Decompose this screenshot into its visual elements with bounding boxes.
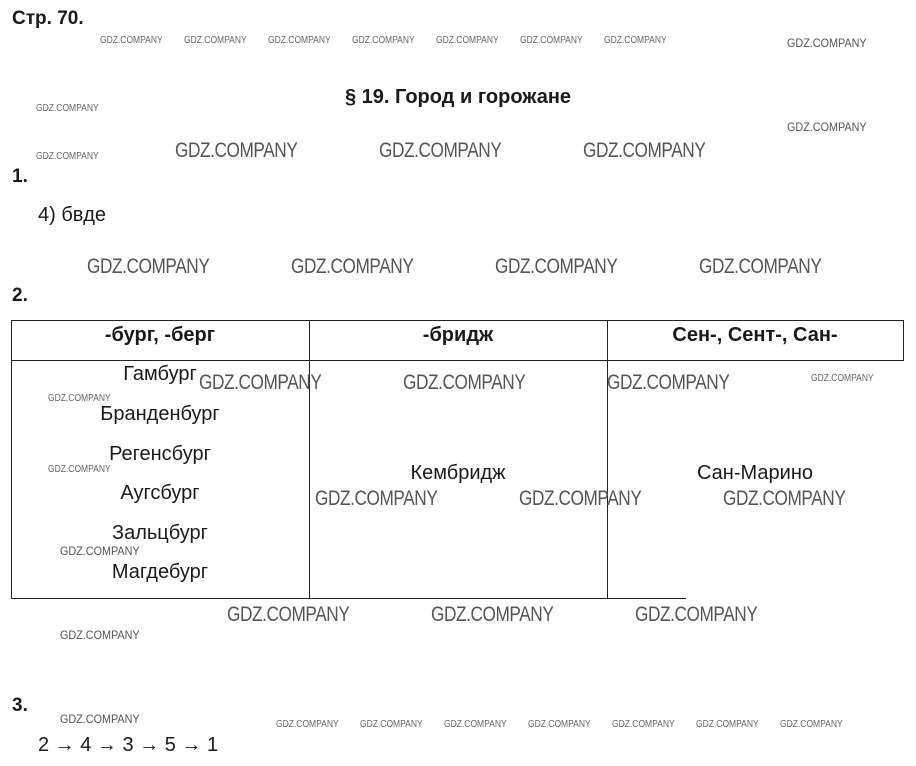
city-cell: Аугсбург	[120, 482, 200, 504]
watermark: GDZ.COMPANY	[199, 371, 322, 394]
task-1-number: 1.	[12, 166, 28, 187]
city-cell: Магдебург	[111, 561, 209, 583]
watermark: GDZ.COMPANY	[520, 35, 583, 46]
watermark: GDZ.COMPANY	[787, 120, 867, 134]
task-1-answer: 4) бвде	[38, 204, 106, 226]
table-bottom-border	[11, 598, 686, 599]
watermark: GDZ.COMPANY	[268, 35, 331, 46]
watermark: GDZ.COMPANY	[60, 712, 140, 726]
city-cell: Регенсбург	[109, 443, 211, 465]
watermark: GDZ.COMPANY	[60, 628, 140, 642]
city-cell: Кембридж	[410, 462, 506, 484]
watermark: GDZ.COMPANY	[100, 35, 163, 46]
watermark: GDZ.COMPANY	[352, 35, 415, 46]
watermark: GDZ.COMPANY	[36, 103, 99, 114]
watermark: GDZ.COMPANY	[36, 151, 99, 162]
city-cell: Бранденбург	[100, 403, 220, 425]
city-cell: Гамбург	[123, 363, 197, 385]
watermark: GDZ.COMPANY	[528, 719, 591, 730]
table-header-border	[11, 360, 904, 361]
city-cell: Сан-Марино	[697, 462, 813, 484]
task-2-table	[11, 320, 904, 599]
watermark: GDZ.COMPANY	[436, 35, 499, 46]
watermark: GDZ.COMPANY	[48, 464, 111, 475]
watermark: GDZ.COMPANY	[291, 255, 414, 278]
watermark: GDZ.COMPANY	[604, 35, 667, 46]
watermark: GDZ.COMPANY	[276, 719, 339, 730]
watermark: GDZ.COMPANY	[315, 487, 438, 510]
watermark: GDZ.COMPANY	[612, 719, 675, 730]
watermark: GDZ.COMPANY	[607, 371, 730, 394]
table-right-border	[903, 320, 904, 360]
column-header-bridge: -бридж	[422, 324, 494, 346]
task-3-answer: 2 → 4 → 3 → 5 → 1	[38, 734, 219, 756]
section-title: § 19. Город и горожане	[344, 86, 572, 108]
watermark: GDZ.COMPANY	[696, 719, 759, 730]
watermark: GDZ.COMPANY	[635, 603, 758, 626]
watermark: GDZ.COMPANY	[403, 371, 526, 394]
watermark: GDZ.COMPANY	[360, 719, 423, 730]
watermark: GDZ.COMPANY	[87, 255, 210, 278]
watermark: GDZ.COMPANY	[787, 36, 867, 50]
watermark: GDZ.COMPANY	[811, 373, 874, 384]
watermark: GDZ.COMPANY	[519, 487, 642, 510]
table-divider-1	[309, 320, 310, 599]
city-cell: Зальцбург	[112, 522, 208, 544]
watermark: GDZ.COMPANY	[444, 719, 507, 730]
task-3-number: 3.	[12, 695, 28, 716]
watermark: GDZ.COMPANY	[495, 255, 618, 278]
column-header-burg: -бург, -берг	[104, 324, 216, 346]
table-divider-2	[607, 320, 608, 599]
page-number: Стр. 70.	[12, 8, 84, 29]
column-header-saint: Сен-, Сент-, Сан-	[672, 324, 838, 346]
watermark: GDZ.COMPANY	[431, 603, 554, 626]
task-2-number: 2.	[12, 285, 28, 306]
watermark: GDZ.COMPANY	[780, 719, 843, 730]
watermark: GDZ.COMPANY	[48, 393, 111, 404]
watermark: GDZ.COMPANY	[175, 139, 298, 162]
table-top-border	[11, 320, 904, 321]
watermark: GDZ.COMPANY	[184, 35, 247, 46]
watermark: GDZ.COMPANY	[227, 603, 350, 626]
watermark: GDZ.COMPANY	[723, 487, 846, 510]
watermark: GDZ.COMPANY	[699, 255, 822, 278]
watermark: GDZ.COMPANY	[60, 544, 140, 558]
watermark: GDZ.COMPANY	[379, 139, 502, 162]
watermark: GDZ.COMPANY	[583, 139, 706, 162]
